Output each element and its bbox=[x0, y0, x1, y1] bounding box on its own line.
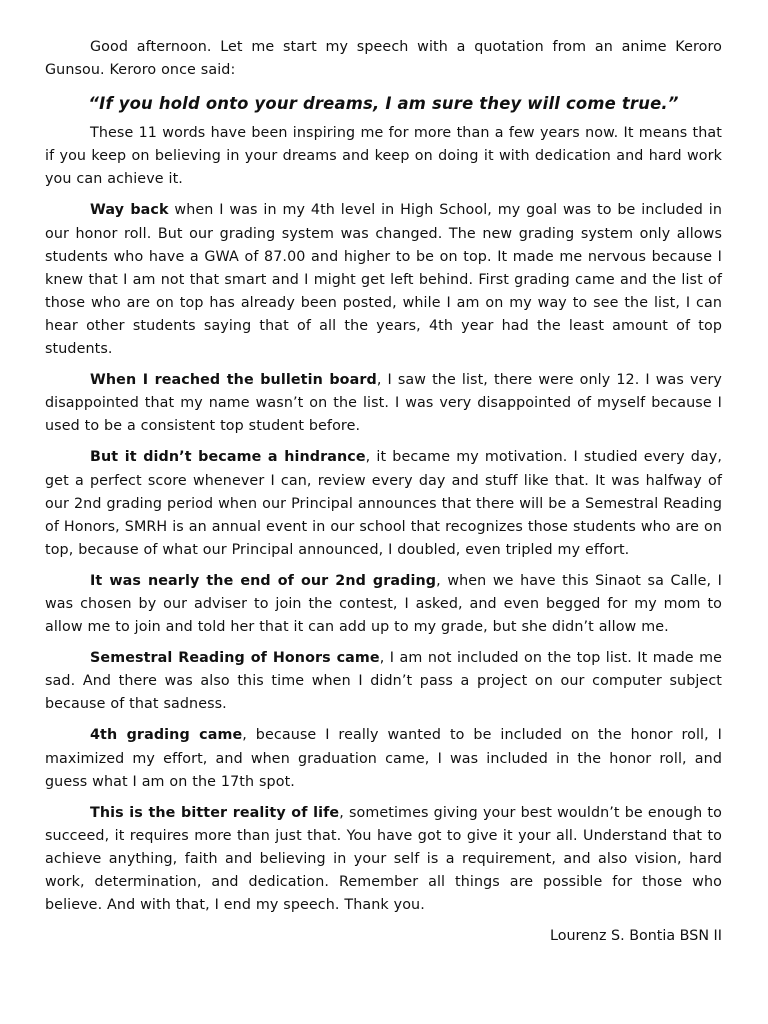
keroro-quote: “If you hold onto your dreams, I am sure they will come true.” bbox=[88, 94, 679, 114]
paragraph-lead: This is the bitter reality of life bbox=[90, 804, 340, 821]
paragraph-lead: But it didn’t became a hindrance bbox=[90, 449, 366, 466]
paragraph-text: , it became my motivation. I studied every day, get a perfect score whenever I can, review every day and stuff like that. It was halfway of our 2nd grading period when our Principal announces that there will be a Semestral Reading of Honors, SMRH is an annual event in our school that recognizes those students who are on top, because of what our Principal announced, I doubled, even tripled my effort. bbox=[45, 449, 722, 558]
body-paragraph-5 bbox=[45, 570, 722, 639]
paragraph-text: These 11 words have been inspiring me for more than a few years now. It means that if you keep on believing in your dreams and keep on doing it with dedication and hard work you can achieve it. bbox=[45, 125, 722, 188]
paragraph-lead: When I reached the bulletin board bbox=[90, 372, 377, 389]
body-paragraph-3 bbox=[45, 369, 722, 438]
intro-paragraph: Good afternoon. Let me start my speech with a quotation from an anime Keroro Gunsou. Keroro once said: bbox=[45, 39, 722, 79]
paragraph-text: , I am not included on the top list. It made me sad. And there was also this time when I didn’t pass a project on our computer subject because of that sadness. bbox=[45, 650, 722, 713]
paragraph-lead: It was nearly the end of our 2nd grading bbox=[90, 572, 437, 589]
body-paragraph-8 bbox=[45, 802, 722, 917]
body-paragraph-1 bbox=[45, 122, 722, 191]
body-paragraph-6 bbox=[45, 647, 722, 716]
paragraph-text: , because I really wanted to be included on the honor roll, I maximized my effort, and when graduation came, I was included in the honor roll, and guess what I am on the 17th spot. bbox=[45, 727, 722, 790]
paragraph-lead: Semestral Reading of Honors came bbox=[90, 650, 380, 667]
paragraph-text: , sometimes giving your best wouldn’t be enough to succeed, it requires more than just that. You have got to give it your all. Understand that to achieve anything, faith and believing in your self is a requirement, and also vision, hard work, determination, and dedication. Remember all things are possible for those who believe. And with that, I end my speech. Thank you. bbox=[45, 804, 722, 914]
author-signature: Lourenz S. Bontia BSN II bbox=[550, 928, 722, 945]
body-paragraph-4 bbox=[45, 446, 722, 561]
paragraph-text: , when we have this Sinaot sa Calle, I was chosen by our adviser to join the contest, I asked, and even begged for my mom to allow me to join and told her that it can add up to my grade, but she didn’t allow me. bbox=[45, 572, 723, 636]
paragraph-text: , I saw the list, there were only 12. I was very disappointed that my name wasn’t on the list. I was very disappointed of myself because I used to be a consistent top student before. bbox=[45, 372, 722, 435]
paragraph-lead: 4th grading came bbox=[90, 727, 243, 744]
body-paragraph-2 bbox=[45, 199, 722, 361]
body-paragraph-7 bbox=[45, 724, 722, 793]
paragraph-lead: Way back bbox=[90, 202, 169, 219]
paragraph-text: when I was in my 4th level in High School, my goal was to be included in our honor roll. But our grading system was changed. The new grading system only allows students who have a GWA of 87.00 and higher to be on top. It made me nervous because I knew that I am not that smart and I might get left behind. First grading came and the list of those who are on top has already been posted, while I am on my way to see the list, I can hear other students saying that of all the years, 4th year had the least amount of top students. bbox=[45, 202, 722, 358]
